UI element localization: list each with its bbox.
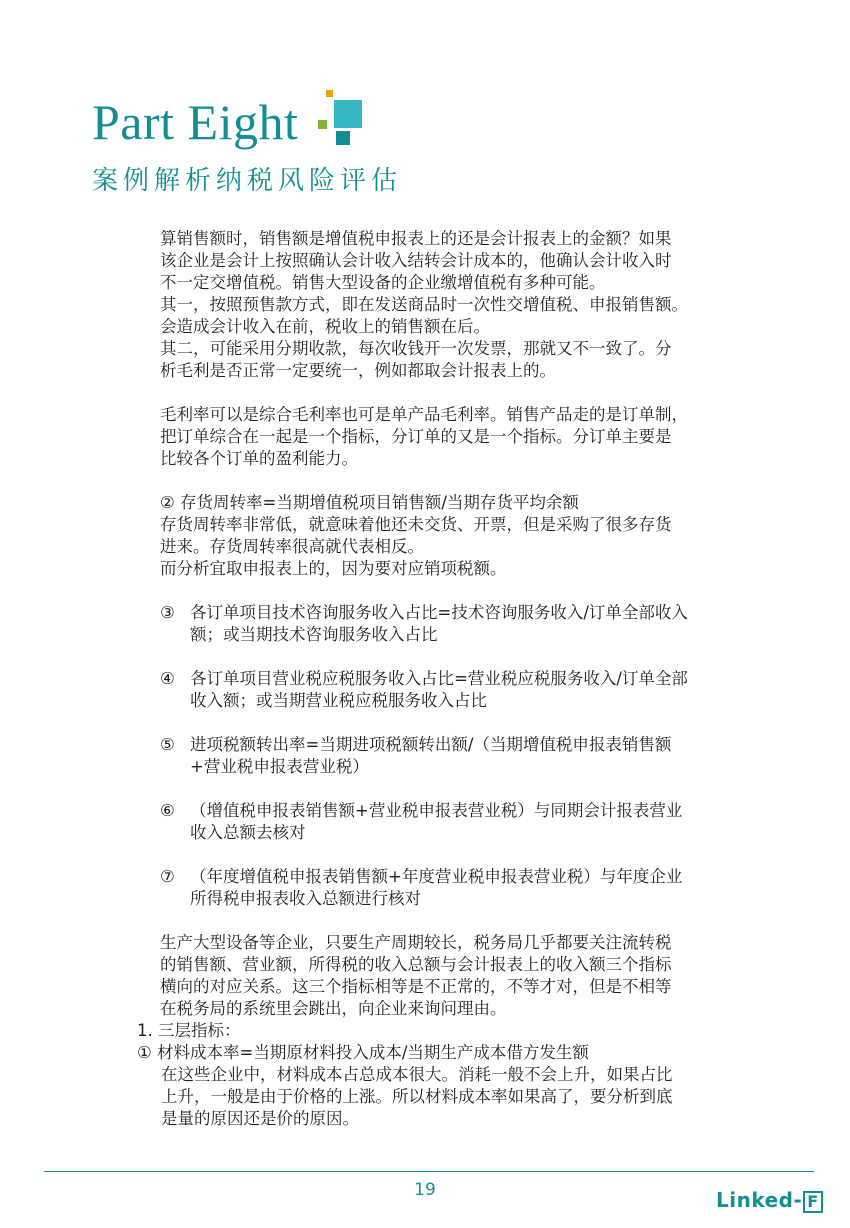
text-line: 会造成会计收入在前，税收上的销售额在后。	[160, 317, 490, 336]
text-line: 进项税额转出率=当期进项税额转出额/（当期增值税申报表销售额	[190, 735, 672, 754]
indicator-item-5	[160, 734, 730, 778]
part-title: Part Eight	[92, 94, 299, 150]
cyan-square	[334, 100, 362, 128]
list-heading: 1. 三层指标：	[137, 1021, 241, 1040]
text-line: 而分析宜取申报表上的，因为要对应销项税额。	[160, 559, 507, 578]
page-number: 19	[414, 1180, 436, 1200]
text-line: ② 存货周转率=当期增值税项目销售额/当期存货平均余额	[160, 493, 579, 512]
decorative-squares-logo	[314, 90, 364, 150]
text-line: （增值税申报表销售额+营业税申报表营业税）与同期会计报表营业	[190, 801, 683, 820]
indicator-item-3	[160, 602, 730, 646]
paragraph-gross-margin	[160, 404, 730, 470]
body-text	[160, 228, 730, 1020]
item-number: ⑦	[160, 867, 175, 886]
footer-divider	[44, 1171, 814, 1172]
indicator-item-4	[160, 668, 730, 712]
three-level-indicators	[137, 1020, 737, 1130]
item-number: ⑤	[160, 735, 175, 754]
text-line: 收入额；或当期营业税应税服务收入占比	[190, 691, 487, 710]
paragraph-revenue	[160, 228, 730, 382]
text-line: 进来。存货周转率很高就代表相反。	[160, 537, 424, 556]
brand-logo	[716, 1188, 823, 1213]
item-number: ④	[160, 669, 175, 688]
indicator-item-6	[160, 800, 730, 844]
text-line: 额；或当期技术咨询服务收入占比	[190, 625, 438, 644]
text-line: 横向的对应关系。这三个指标相等是不正常的，不等才对，但是不相等	[160, 977, 672, 996]
list-item: ① 材料成本率=当期原材料投入成本/当期生产成本借方发生额	[137, 1043, 589, 1062]
text-line: 所得税申报表收入总额进行核对	[190, 889, 421, 908]
section-subtitle: 案例解析纳税风险评估	[92, 166, 403, 196]
text-line: 在这些企业中，材料成本占总成本很大。消耗一般不会上升，如果占比	[161, 1065, 673, 1084]
text-line: 各订单项目技术咨询服务收入占比=技术咨询服务收入/订单全部收入	[190, 603, 688, 622]
text-line: 收入总额去核对	[190, 823, 306, 842]
paragraph-inventory-turnover	[160, 492, 730, 580]
text-line: 不一定交增值税。销售大型设备的企业缴增值税有多种可能。	[160, 273, 606, 292]
indicator-item-7	[160, 866, 730, 910]
text-line: 在税务局的系统里会跳出，向企业来询问理由。	[160, 999, 507, 1018]
text-line: 该企业是会计上按照确认会计收入结转会计成本的，他确认会计收入时	[160, 251, 672, 270]
text-line: 比较各个订单的盈利能力。	[160, 449, 358, 468]
text-line: 是量的原因还是价的原因。	[161, 1109, 359, 1128]
item-number: ⑥	[160, 801, 175, 820]
text-line: 生产大型设备等企业，只要生产周期较长，税务局几乎都要关注流转税	[160, 933, 672, 952]
text-line: 其二，可能采用分期收款，每次收钱开一次发票，那就又不一致了。分	[160, 339, 672, 358]
text-line: 析毛利是否正常一定要统一，例如都取会计报表上的。	[160, 361, 556, 380]
text-line: 其一，按照预售款方式，即在发送商品时一次性交增值税、申报销售额。	[160, 295, 688, 314]
text-line: 各订单项目营业税应税服务收入占比=营业税应税服务收入/订单全部	[190, 669, 688, 688]
brand-text: Linked-	[716, 1188, 803, 1212]
text-line: 存货周转率非常低，就意味着他还未交货、开票，但是采购了很多存货	[160, 515, 672, 534]
text-line: 的销售额、营业额，所得税的收入总额与会计报表上的收入额三个指标	[160, 955, 672, 974]
orange-square	[326, 90, 333, 97]
text-line: +营业税申报表营业税）	[190, 757, 369, 776]
item-number: ③	[160, 603, 175, 622]
text-line: 算销售额时，销售额是增值税申报表上的还是会计报表上的金额？如果	[160, 229, 672, 248]
text-line: 毛利率可以是综合毛利率也可是单产品毛利率。销售产品走的是订单制，	[160, 405, 688, 424]
text-line: 上升，一般是由于价格的上涨。所以材料成本率如果高了，要分析到底	[161, 1087, 673, 1106]
text-line: 把订单综合在一起是一个指标，分订单的又是一个指标。分订单主要是	[160, 427, 672, 446]
paragraph-large-equipment	[160, 932, 730, 1020]
page-header	[92, 92, 298, 152]
teal-square	[336, 131, 350, 145]
brand-mark: F	[803, 1191, 822, 1213]
green-square	[318, 120, 327, 129]
text-line: （年度增值税申报表销售额+年度营业税申报表营业税）与年度企业	[190, 867, 683, 886]
